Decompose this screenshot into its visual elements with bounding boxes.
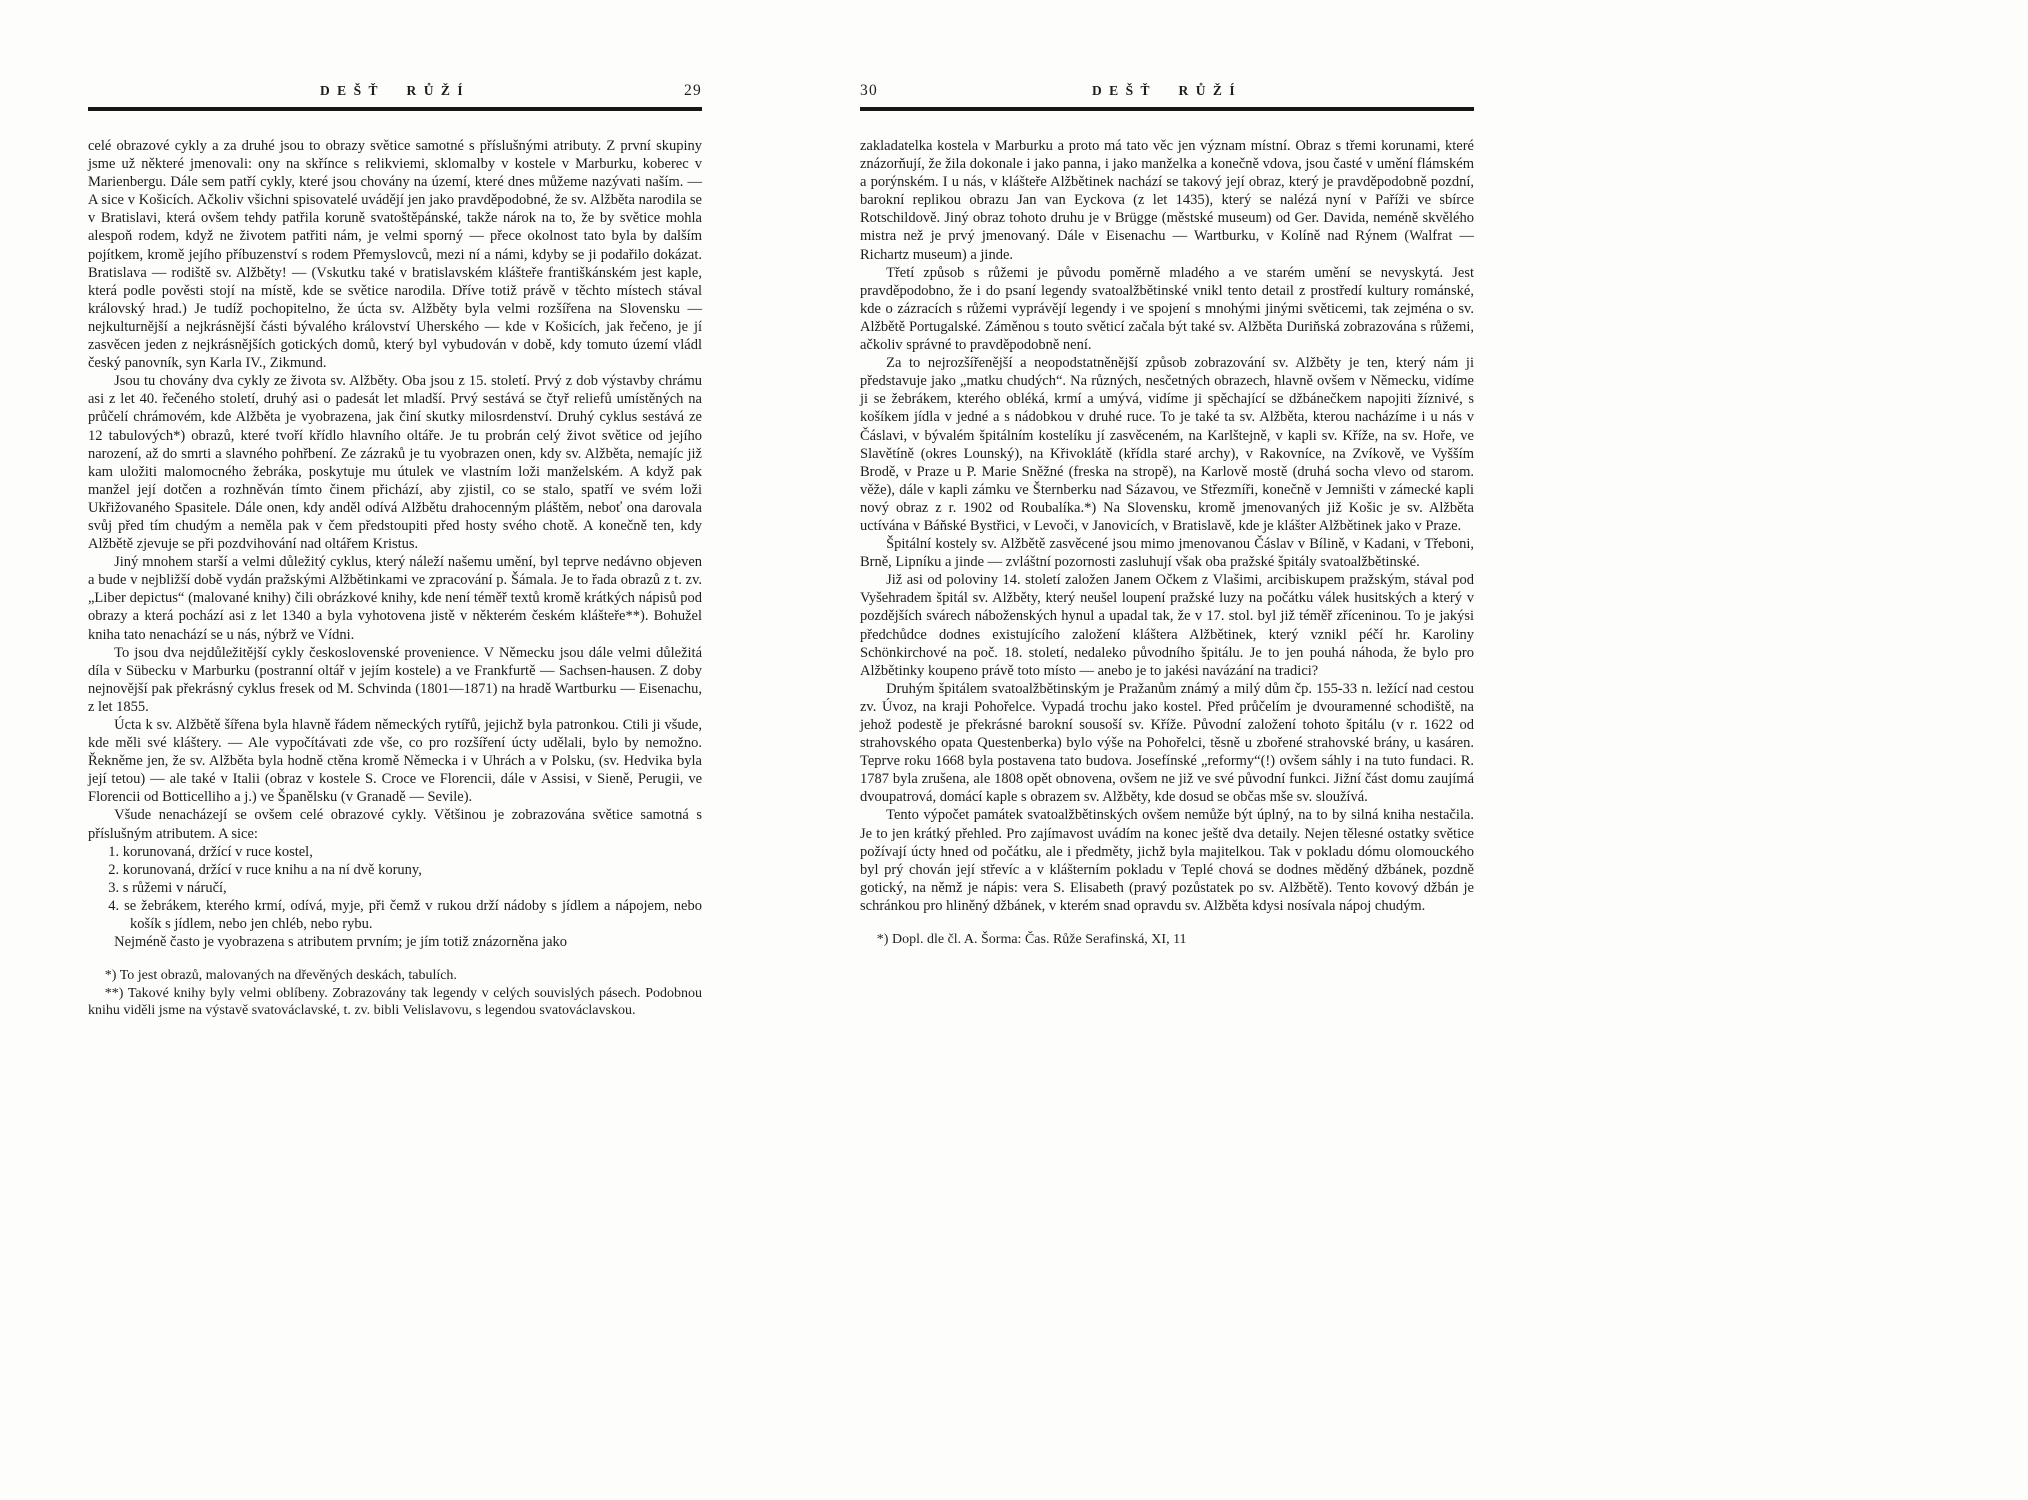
footnote: *) Dopl. dle čl. A. Šorma: Čas. Růže Serafinská, XI, 11 [876, 932, 1187, 948]
paragraph: Jiný mnohem starší a velmi důležitý cyklus, který náleží našemu umění, byl teprve nedávno objeven a bude v nejbližší době vydán pražskými Alžbětinkami ve zpracování p. Šámala. Je to řada obrazů z t. zv. „Liber depictus“ (malované knihy) čili obrázkové knihy, kde není téměř textů kromě krátkých nápisů pod obrazy a která pochází asi z let 1340 a byla vyhotovena jistě v některém českém klášteře**). Bohužel kniha tato nenachází se u nás, nýbrž ve Vídni. [88, 554, 702, 643]
page-body [88, 137, 702, 951]
paragraph: Všude nenacházejí se ovšem celé obrazové cykly. Většinou je zobrazována světice samotná s příslušným atributem. A sice: [88, 807, 702, 842]
list-item: 1. korunovaná, držící v ruce kostel, [108, 843, 313, 860]
list-item: 3. s růžemi v náručí, [108, 879, 227, 896]
header-rule [860, 107, 1474, 111]
header-rule [88, 107, 702, 111]
footnotes [88, 967, 702, 1020]
footnote: **) Takové knihy byly velmi oblíbeny. Zobrazovány tak legendy v celých souvislých pásech. Podobnou knihu viděli jsme na výstavě svatováclavské, t. zv. bibli Velislavovu, s legendou svatováclavskou. [88, 985, 702, 1019]
footnotes [860, 931, 1474, 949]
page-number: 29 [684, 82, 702, 99]
page-29 [88, 82, 702, 1020]
paragraph: Nejméně často je vyobrazena s atributem prvním; je jím totiž znázorněna jako [114, 934, 568, 951]
header-slot-right [470, 82, 702, 100]
page-header [88, 82, 702, 100]
running-title: DEŠŤ RŮŽÍ [1091, 83, 1243, 98]
paragraph: zakladatelka kostela v Marburku a proto má tato věc jen význam místní. Obraz s třemi korunami, které znázorňují, že žila dokonale i jako panna, i jako manželka a konečně vdova, jsou časté v umění flámském a porýnském. I u nás, v klášteře Alžbětinek nachází se takový její obraz, který je pravděpodobně pozdní, barokní replikou obrazu Jan van Eyckova (z let 1435), který se nalézá nyní v Paříži ve sbírce Rotschildově. Jiný obraz tohoto druhu je v Brügge (městské museum) od Ger. Davida, neméně skvělého mistra než je prvý jmenovaný. Dále v Eisenachu — Wartburku, v Kolíně nad Rýnem (Walfrat — Richartz museum) a jinde. [860, 138, 1474, 263]
page-number: 30 [860, 82, 878, 99]
page-header [860, 82, 1474, 100]
header-slot-left [860, 82, 1092, 100]
page-body [860, 137, 1474, 915]
paragraph: Již asi od poloviny 14. století založen Janem Očkem z Vlašimi, arcibiskupem pražským, stával pod Vyšehradem špitál sv. Alžběty, který neušel loupení pražské luzy na počátku válek husitských a který v pozdějších svárech náboženských hynul a upadal tak, že v 17. stol. byl již téměř zříceninou. To je jakýsi předchůdce dodnes existujícího založení kláštera Alžbětinek, který vznikl péčí hr. Karoliny Schönkirchové na poč. 18. století, nedaleko původního špitálu. Je to jen pouhá náhoda, že bylo pro Alžbětinky koupeno právě toto místo — anebo je to jakési navázání na tradici? [860, 572, 1474, 679]
list-item: 4. se žebrákem, kterého krmí, odívá, myje, při čemž v rukou drží nádoby s jídlem a nápojem, nebo košík s jídlem, nebo jen chléb, nebo rybu. [108, 897, 702, 933]
paragraph: celé obrazové cykly a za druhé jsou to obrazy světice samotné s příslušnými atributy. Z první skupiny jsme už některé jmenovali: ony na skřínce s relikviemi, sklomalby v kostele v Marburku, koberec v Marienbergu. Dále sem patří cykly, které jsou chovány na území, které dnes můžeme nazývati naším. — A sice v Košicích. Ačkoliv všichni spisovatelé uvádějí jen jako pravděpodobné, že sv. Alžběta narodila se v Bratislavi, která ovšem tehdy patřila koruně svatoštěpánské, takže nárok na to, že by světice mohla alespoň rodem, když ne životem patřiti nám, je velmi sporný — přece okolnost tato byla by dalším pojítkem, kromě jejího příbuzenství s rodem Přemyslovců, mezi ní a námi, kdyby se ji podařilo dokázat. Bratislava — rodiště sv. Alžběty! — (Vskutku také v bratislavském klášteře františkánském jest kaple, která podle pověsti stojí na místě, kde se světice narodila. Dříve totiž právě v těchto místech stával královský hrad.) Je tudíž pochopitelno, že úcta sv. Alžběty byla velmi rozšířena na Slovensku — nejkulturnější a nejkrásnější části bývalého království Uherského — kde v Košicích, jak řečeno, je jí zasvěcen jeden z nejkrásnějších gotických domů, který byl vybudován v době, kdy tomuto území vládl český panovník, syn Karla IV., Zikmund. [88, 138, 702, 372]
paragraph: To jsou dva nejdůležitější cykly československé provenience. V Německu jsou dále velmi důležitá díla v Sübecku v Marburku (postranní oltář v jejím kostele) a ve Frankfurtě — Sachsen-hausen. Z doby nejnovější pak překrásný cyklus fresek od M. Schvinda (1801—1871) na hradě Wartburku — Eisenachu, z let 1855. [88, 644, 702, 715]
paragraph: Za to nejrozšířenější a neopodstatněnější způsob zobrazování sv. Alžběty je ten, který nám ji představuje jako „matku chudých“. Na různých, nesčetných obrazech, hlavně ovšem v Německu, vidíme ji se žebrákem, kterého obléká, krmí a umývá, vidíme ji spěchající se džbánečkem napojiti žíznivé, s košíkem jídla v jedné a s nádobkou v druhé ruce. To je také ta sv. Alžběta, kterou nacházíme i u nás v Čáslavi, v bývalém špitálním kostelíku jí zasvěceném, na Karlštejně, v kapli sv. Kříže, na sv. Hoře, ve Slavětíně (okres Lounský), na Křivoklátě (křídla staré archy), v Rakovníce, na Zvíkově, ve Vyšším Brodě, v Praze u P. Marie Sněžné (freska na stropě), na Karlově mostě (druhá socha vlevo od starom. věže), dále v kapli zámku ve Šternberku nad Sázavou, ve Střezmíři, konečně v Jemništi v zámecké kapli nový obraz z r. 1902 od Roubalíka.*) Na Slovensku, kromě jmenovaných již Košic je sv. Alžběta uctívána v Báňské Bystřici, v Levoči, v Janovicích, v Bratislavě, kde je klášter Alžbětinek jako v Praze. [860, 355, 1474, 534]
page-30 [860, 82, 1474, 949]
paragraph: Špitální kostely sv. Alžbětě zasvěcené jsou mimo jmenovanou Čáslav v Bílině, v Kadani, v Třeboni, Brně, Lipníku a jinde — zvláštní pozornosti zasluhují však oba pražské špitály svatoalžbětinské. [860, 536, 1474, 571]
paragraph: Jsou tu chovány dva cykly ze života sv. Alžběty. Oba jsou z 15. století. Prvý z dob výstavby chrámu asi z let 40. řečeného století, druhý asi o padesát let mladší. Prvý sestává se čtyř reliefů umístěných na průčelí chrámovém, kde Alžběta je vyobrazena, jak činí skutky milosrdenství. Druhý cyklus sestává ze 12 tabulových*) obrazů, které tvoří křídlo hlavního oltáře. Je tu probrán celý život světice od jejího narození, až do smrti a slavného pohřbení. Ze zázraků je tu vyobrazen onen, kdy sv. Alžběta, nemajíc již kam uložiti malomocného žebráka, poskytuje mu útulek ve vlastním loži manželském. A když pak manžel její dotčen a rozhněván tímto činem přichází, aby zjistil, co se stalo, spatří ve svém loži Ukřižovaného Spasitele. Dále onen, kdy anděl odívá Alžbětu drahocenným pláštěm, neboť ona darovala svůj před tím chudým a neměla pak v čem předstoupiti před hosty svého chotě. A konečně ten, kdy Alžbětě zjevuje se při pozdvihování nad oltářem Kristus. [88, 373, 702, 553]
paragraph: Tento výpočet památek svatoalžbětinských ovšem nemůže být úplný, na to by silná kniha nestačila. Je to jen krátký přehled. Pro zajímavost uvádím na konec ještě dva detaily. Nejen tělesné ostatky světice požívají úcty hned od počátku, ale i předměty, jichž byla majitelkou. Tak v pokladu dómu olomouckého byl prý chován její střevíc a v klášterním pokladu v Teplé chová se dodnes měděný džbánek, pozdně gotický, na němž je nápis: vera S. Elisabeth (pravý pozůstatek po sv. Alžbětě). Tento kovový džbán je schránkou pro hliněný džbánek, v kterém snad opravdu sv. Alžběta kdysi nosívala nápoj chudým. [860, 807, 1474, 914]
running-title: DEŠŤ RŮŽÍ [319, 83, 471, 98]
paragraph: Druhým špitálem svatoalžbětinským je Pražanům známý a milý dům čp. 155-33 n. ležící nad cestou zv. Úvoz, na kraji Pohořelce. Vypadá trochu jako kostel. Před průčelím je dvouramenné schodiště, na jehož podestě je překrásné barokní sousoší sv. Kříže. Původní založení tohoto špitálu (v r. 1622 od strahovského opata Questenberka) bylo výše na Pohořelci, těsně u zbořené strahovské brány, u kasáren. Teprve roku 1668 byla postavena tato budova. Josefínské „reformy“(!) ovšem sáhly i na tuto fundaci. R. 1787 byla zrušena, ale 1808 opět obnovena, ovšem ne již ve své původní funkci. Jižní část domu zaujímá dvoupatrová, domácí kaple s obrazem sv. Alžběty, kde dosud se občas mše sv. sloužívá. [860, 680, 1474, 806]
footnote: *) To jest obrazů, malovaných na dřevěných deskách, tabulích. [104, 968, 457, 984]
list-item: 2. korunovaná, držící v ruce knihu a na ní dvě koruny, [108, 861, 422, 878]
paragraph: Úcta k sv. Alžbětě šířena byla hlavně řádem německých rytířů, jejichž byla patronkou. Ctili ji všude, kde měli své kláštery. — Ale vypočítávati zde vše, co pro rozšíření úcty udělali, bylo by nemožno. Řekněme jen, že sv. Alžběta byla hodně ctěna kromě Německa i v Uhrách a v Polsku, (sv. Hedvika byla její tetou) — ale také v Italii (obraz v kostele S. Croce ve Florencii, dále v Assisi, v Sieně, Perugii, ve Florencii od Botticelliho a j.) ve Španělsku (v Granadě — Sevile). [88, 717, 702, 806]
paragraph: Třetí způsob s růžemi je původu poměrně mladého a ve starém umění se nevyskytá. Jest pravděpodobno, že i do psaní legendy svatoalžbětinské vnikl tento detail z prostředí kultury románské, kde o zázracích s růžemi vyprávějí legendy i ve spojení s mnohými jinými světicemi, tak zejména o sv. Alžbětě Portugalské. Záměnou s touto světicí začala být také sv. Alžběta Duriňská zobrazována s růžemi, ačkoliv správné to pravděpodobně není. [860, 264, 1474, 354]
